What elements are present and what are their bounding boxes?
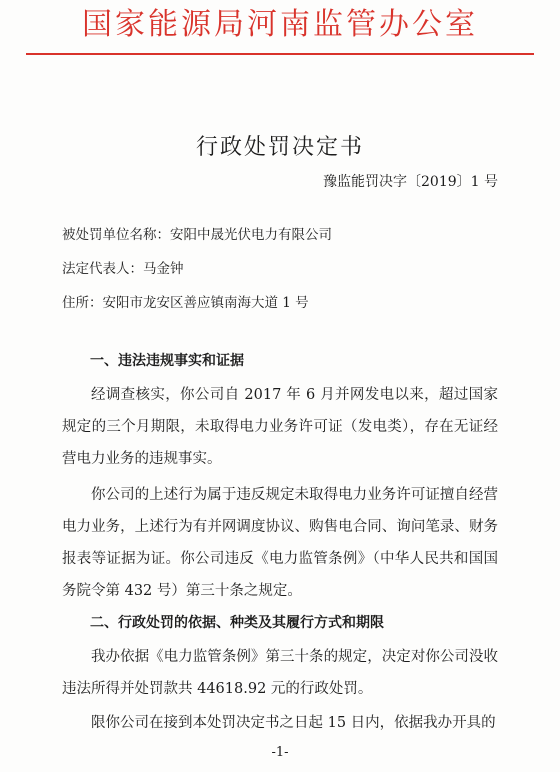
paragraph-payment-deadline: 限你公司在接到本处罚决定书之日起 15 日内，依据我办开具的	[91, 715, 496, 731]
section-heading-penalty: 二、行政处罚的依据、种类及其履行方式和期限	[90, 615, 384, 631]
page-number: -1-	[271, 745, 289, 760]
address: 住所：安阳市龙安区善应镇南海大道 1 号	[62, 295, 309, 311]
paragraph-facts: 经调查核实，你公司自 2017 年 6 月并网发电以来，超过国家规定的三个月期限，未取得电力业务许可证（发电类），存在无证经营电力业务的违规事实。	[62, 387, 498, 467]
penalized-unit-name: 被处罚单位名称：安阳中晟光伏电力有限公司	[62, 227, 332, 243]
paragraph-evidence: 你公司的上述行为属于违反规定未取得电力业务许可证擅自经营电力业务，上述行为有并网调度协议、购售电合同、询问笔录、财务报表等证据为证。你公司违反《电力监管条例》（中华人民共和国国务院令第 432 号）第三十条之规定。	[62, 487, 498, 599]
legal-representative: 法定代表人：马金钟	[62, 261, 184, 277]
header-red-rule	[26, 53, 534, 55]
document-number: 豫监能罚决字〔2019〕1 号	[323, 174, 498, 190]
paragraph-penalty-basis: 我办依据《电力监管条例》第三十条的规定，决定对你公司没收违法所得并处罚款共 44618.92 元的行政处罚。	[62, 649, 498, 697]
document-title: 行政处罚决定书	[195, 135, 364, 160]
section-heading-facts: 一、违法违规事实和证据	[90, 353, 244, 369]
issuing-authority-header: 国家能源局河南监管办公室	[82, 7, 478, 42]
